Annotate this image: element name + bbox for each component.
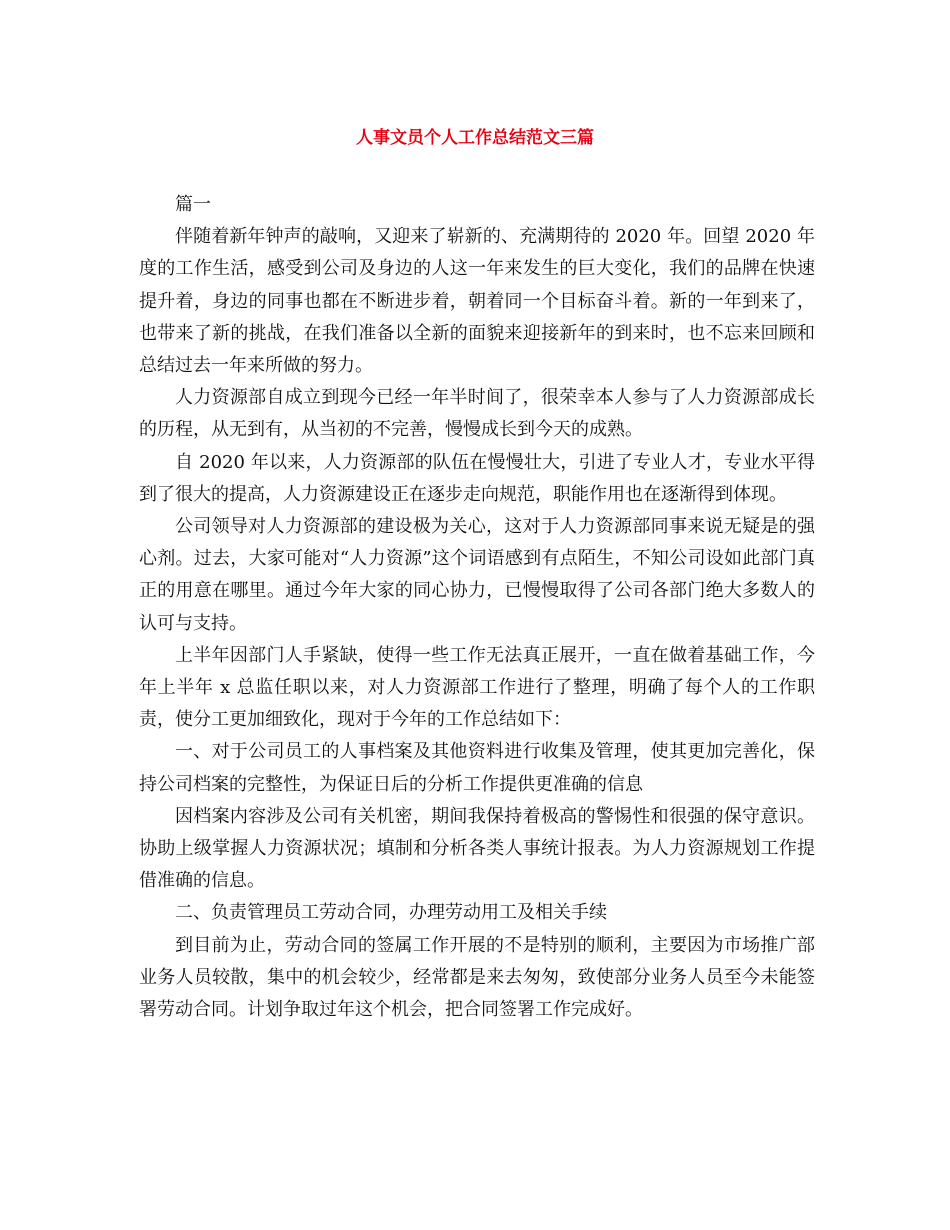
document-body [139,189,815,1026]
paragraph-section-heading: 篇一 [175,194,211,215]
paragraph: 公司领导对人力资源部的建设极为关心，这对于人力资源部同事来说无疑是的强心剂。过去，大家可能对“人力资源”这个词语感到有点陌生，不知公司设如此部门真正的用意在哪里。通过今年大家的同心协力，已慢慢取得了公司各部门绝大多数人的认可与支持。 [139,516,815,634]
paragraph: 自 2020 年以来，人力资源部的队伍在慢慢壮大，引进了专业人才，专业水平得到了很大的提高，人力资源建设正在逐步走向规范，职能作用也在逐渐得到体现。 [139,451,815,505]
paragraph-item-heading: 二、负责管理员工劳动合同，办理劳动用工及相关手续 [175,902,607,924]
paragraph: 上半年因部门人手紧缺，使得一些工作无法真正展开，一直在做着基础工作，今年上半年 x 总监任职以来，对人力资源部工作进行了整理，明确了每个人的工作职责，使分工更加细致化，现对于今年的工作总结如下： [139,644,815,731]
paragraph: 人力资源部自成立到现今已经一年半时间了，很荣幸本人参与了人力资源部成长的历程，从无到有，从当初的不完善，慢慢成长到今天的成熟。 [139,387,815,441]
paragraph: 因档案内容涉及公司有关机密，期间我保持着极高的警惕性和很强的保守意识。协助上级掌握人力资源状况；填制和分析各类人事统计报表。为人力资源规划工作提借准确的信息。 [139,805,815,892]
paragraph: 到目前为止，劳动合同的签属工作开展的不是特别的顺利，主要因为市场推广部业务人员较散，集中的机会较少，经常都是来去匆匆，致使部分业务人员至今未能签署劳动合同。计划争取过年这个机会，把合同签署工作完成好。 [139,934,815,1021]
paragraph-item-heading: 一、对于公司员工的人事档案及其他资料进行收集及管理，使其更加完善化，保持公司档案的完整性，为保证日后的分析工作提供更准确的信息 [139,741,815,795]
paragraph: 伴随着新年钟声的敲响，又迎来了崭新的、充满期待的 2020 年。回望 2020 年度的工作生活，感受到公司及身边的人这一年来发生的巨大变化，我们的品牌在快速提升着，身边的同事也都在不断进步着，朝着同一个目标奋斗着。新的一年到来了，也带来了新的挑战，在我们准备以全新的面貌来迎接新年的到来时，也不忘来回顾和总结过去一年来所做的努力。 [139,226,815,377]
document-title: 人事文员个人工作总结范文三篇 [356,128,594,148]
